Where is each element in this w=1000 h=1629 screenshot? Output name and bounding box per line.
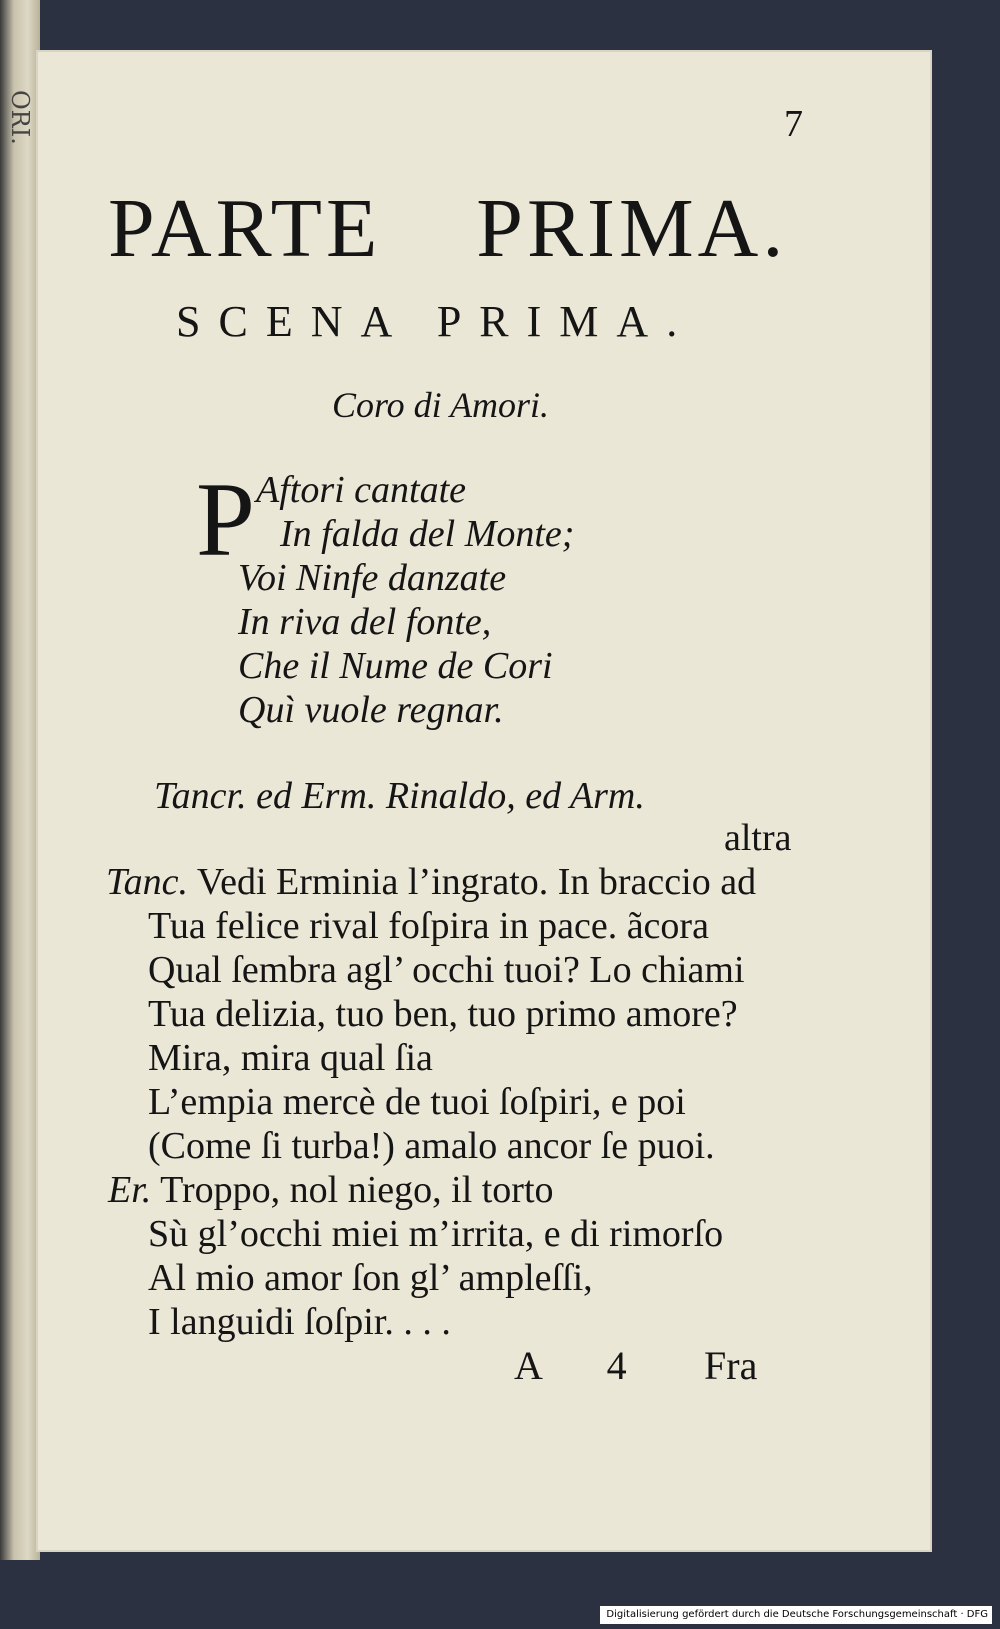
line-text: Qual ſembra agl’ occhi tuoi? Lo chiami bbox=[148, 949, 745, 991]
line-text: L’empia mercè de tuoi ſoſpiri, e poi bbox=[148, 1081, 686, 1123]
speaker-name: Tanc. bbox=[106, 861, 189, 903]
line-text: I languidi ſoſpir. . . . bbox=[148, 1301, 451, 1343]
verse-line: Voi Ninfe danzate bbox=[238, 557, 507, 599]
page-number: 7 bbox=[784, 103, 803, 145]
line-text: Mira, mira qual ſia bbox=[148, 1037, 433, 1079]
book-spine bbox=[0, 0, 40, 1560]
speaker-name: Er. bbox=[108, 1169, 152, 1211]
text-line bbox=[148, 904, 709, 948]
line-text: Troppo, nol niego, il torto bbox=[160, 1169, 554, 1211]
catchword: Fra bbox=[704, 1343, 758, 1388]
scene-title: SCENA PRIMA. bbox=[176, 297, 696, 346]
line-text: Tua felice rival foſpira in pace. ãcora bbox=[148, 905, 709, 947]
verse-line: Aftori cantate bbox=[256, 469, 467, 511]
text-line bbox=[148, 1124, 715, 1168]
text-line bbox=[108, 1168, 554, 1212]
chorus-heading: Coro di Amori. bbox=[332, 385, 550, 425]
verse-line: Che il Nume de Cori bbox=[238, 645, 553, 687]
verse-line: Quì vuole regnar. bbox=[238, 689, 504, 731]
verse-line: In riva del fonte, bbox=[238, 601, 492, 643]
text-line bbox=[724, 816, 792, 860]
text-line bbox=[106, 860, 756, 904]
text-line bbox=[148, 1080, 686, 1124]
text-line bbox=[148, 1036, 433, 1080]
line-text: Al mio amor ſon gl’ ampleſſi, bbox=[148, 1257, 593, 1299]
signature-mark: A 4 bbox=[514, 1343, 655, 1388]
spine-text: ORI. bbox=[6, 90, 34, 145]
book-page bbox=[36, 50, 932, 1552]
text-line bbox=[148, 1256, 593, 1300]
line-text: Tua delizia, tuo ben, tuo primo amore? bbox=[148, 993, 738, 1035]
verse-line: In falda del Monte; bbox=[280, 513, 575, 555]
line-text: altra bbox=[724, 817, 792, 859]
line-text: Vedi Erminia l’ingrato. In braccio ad bbox=[196, 861, 757, 903]
part-title: PARTE PRIMA. bbox=[108, 182, 788, 275]
drop-cap: P bbox=[196, 461, 255, 578]
text-line bbox=[148, 992, 738, 1036]
text-line bbox=[148, 1300, 451, 1344]
text-line bbox=[148, 1212, 723, 1256]
line-text: Sù gl’occhi miei m’irrita, e di rimorſo bbox=[148, 1213, 724, 1255]
digitization-footer: Digitalisierung gefördert durch die Deutsche Forschungsgemeinschaft · DFG bbox=[600, 1606, 992, 1624]
stage-direction: Tancr. ed Erm. Rinaldo, ed Arm. bbox=[154, 775, 645, 817]
line-text: (Come ſi turba!) amalo ancor ſe puoi. bbox=[148, 1125, 715, 1167]
text-line bbox=[148, 948, 745, 992]
